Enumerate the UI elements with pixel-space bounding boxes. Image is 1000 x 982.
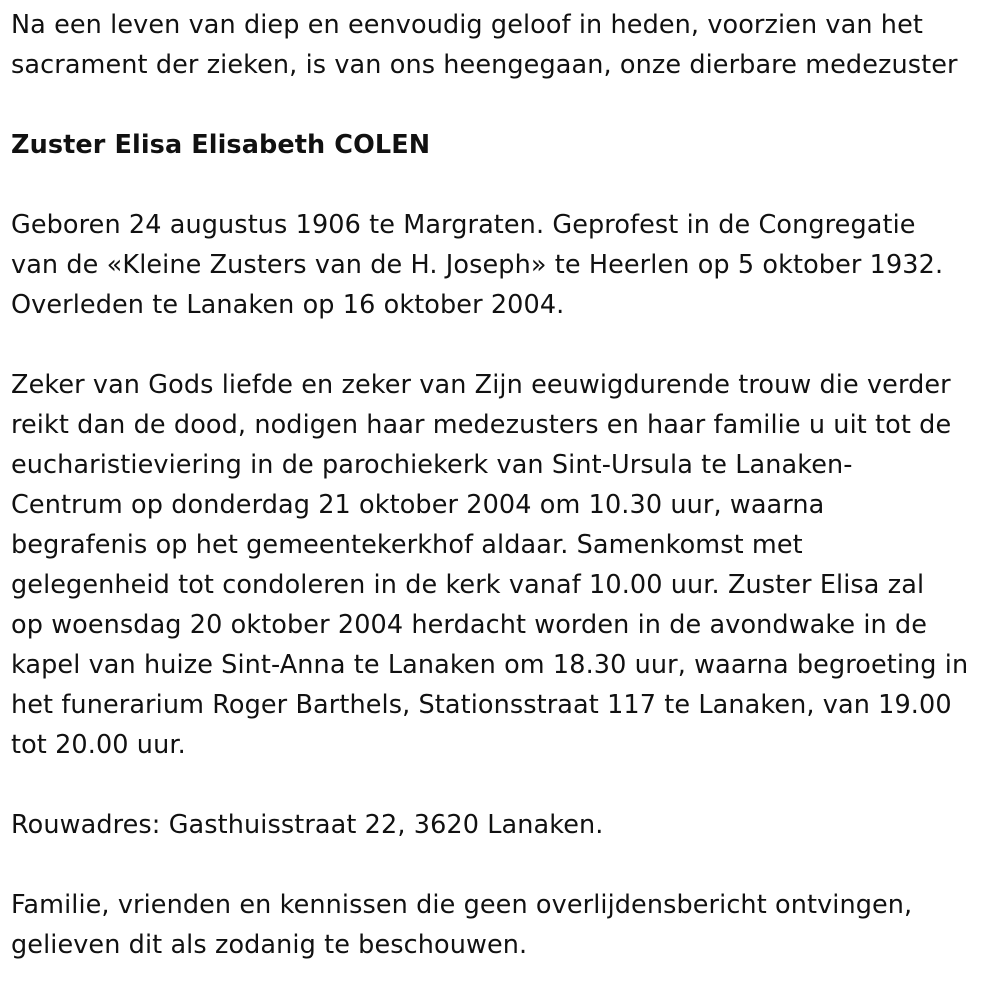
closing-line: gelieven dit als zodanig te beschouwen. xyxy=(11,930,528,960)
invitation-line: tot 20.00 uur. xyxy=(11,730,186,760)
paragraph-spacer xyxy=(11,845,996,885)
biography-line: Geboren 24 augustus 1906 te Margraten. Geprofest in de Congregatie xyxy=(11,210,916,240)
closing-line: Familie, vrienden en kennissen die geen overlijdensbericht ontvingen, xyxy=(11,890,913,920)
paragraph-spacer xyxy=(11,165,996,205)
invitation-line: reikt dan de dood, nodigen haar medezusters en haar familie u uit tot de xyxy=(11,410,952,440)
deceased-name-heading: Zuster Elisa Elisabeth COLEN xyxy=(11,130,431,160)
paragraph-spacer xyxy=(11,85,996,125)
intro-line: sacrament der zieken, is van ons heengegaan, onze dierbare medezuster xyxy=(11,50,958,80)
invitation-line: kapel van huize Sint-Anna te Lanaken om 18.30 uur, waarna begroeting in xyxy=(11,650,969,680)
invitation-line: op woensdag 20 oktober 2004 herdacht worden in de avondwake in de xyxy=(11,610,928,640)
obituary-document xyxy=(11,5,996,965)
mourning-address: Rouwadres: Gasthuisstraat 22, 3620 Lanaken. xyxy=(11,810,604,840)
biography-paragraph xyxy=(11,205,996,325)
biography-line: van de «Kleine Zusters van de H. Joseph» te Heerlen op 5 oktober 1932. xyxy=(11,250,944,280)
intro-line: Na een leven van diep en eenvoudig geloof in heden, voorzien van het xyxy=(11,10,923,40)
closing-paragraph xyxy=(11,885,996,965)
invitation-line: begrafenis op het gemeentekerkhof aldaar. Samenkomst met xyxy=(11,530,803,560)
intro-paragraph xyxy=(11,5,996,85)
invitation-line: Zeker van Gods liefde en zeker van Zijn eeuwigdurende trouw die verder xyxy=(11,370,951,400)
invitation-line: gelegenheid tot condoleren in de kerk vanaf 10.00 uur. Zuster Elisa zal xyxy=(11,570,925,600)
biography-line: Overleden te Lanaken op 16 oktober 2004. xyxy=(11,290,565,320)
paragraph-spacer xyxy=(11,325,996,365)
invitation-line: Centrum op donderdag 21 oktober 2004 om 10.30 uur, waarna xyxy=(11,490,825,520)
invitation-line: het funerarium Roger Barthels, Stationsstraat 117 te Lanaken, van 19.00 xyxy=(11,690,952,720)
paragraph-spacer xyxy=(11,765,996,805)
invitation-line: eucharistieviering in de parochiekerk van Sint-Ursula te Lanaken- xyxy=(11,450,853,480)
invitation-paragraph xyxy=(11,365,996,765)
